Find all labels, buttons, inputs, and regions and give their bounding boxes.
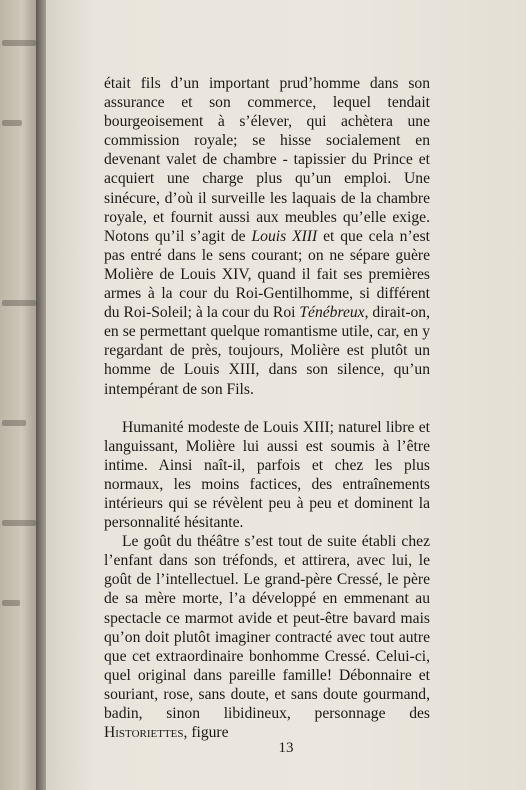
paragraph-1-part-2: et que cela n’est pas entré dans le sens courant; on ne sépare guère Molière de Louis XIV, quand il fait ses premières armes à la cour du Roi-Gentilhomme, si différent du Roi-Soleil; à la cour du Roi xyxy=(104,227,430,322)
smallcaps-historiettes: Historiettes xyxy=(104,724,184,742)
paragraph-1-part-3: , dirait-on, en se permettant quelque romantisme utile, car, en y regardant de près, toujours, Molière est plutôt un homme de Louis XIII, dans son silence, qu’un intempérant de son Fils. xyxy=(104,304,431,398)
paragraph-1-part-1: était fils d’un important prud’homme dans son assurance et son commerce, lequel tendait bourgeoisement à s’élever, qui achètera une commission royale; se hisse socialement en devenant valet de chambre - tapissier du Prince et acquiert une charge plus qu’un emploi. Une sinécure, d’où il surveille les laquais de la chambre royale, et fournit aussi aux meubles qu’elle exige. Notons qu’il s’agit de xyxy=(104,75,430,245)
paragraph-gap xyxy=(104,399,430,418)
paragraph-2-text: Humanité modeste de Louis XIII; naturel libre et languissant, Molière lui aussi est soumis à l’être intime. Ainsi naît-il, parfois et chez les plus normaux, les moins factices, des entraînements intérieurs qui se révèlent peu à peu et dominent la personnalité hésitante. xyxy=(104,418,430,532)
paragraph-3 xyxy=(104,532,430,742)
italic-louis-xiii: Louis XIII xyxy=(251,227,318,245)
book-page xyxy=(46,0,526,790)
paragraph-2 xyxy=(104,418,430,533)
paragraph-3-part-1: Le goût du théâtre s’est tout de suite établi chez l’enfant dans son tréfonds, et attirera, avec lui, le goût de l’intellectuel. Le grand-père Cressé, le père de sa mère morte, l’a développé en emmenant au spectacle ce marmot avide et peut-être bavard mais qu’on doit plutôt imaginer contracté avec tout autre que cet extraordinaire bonhomme Cressé. Celui-ci, quel original dans pareille famille! Débonnaire et souriant, rose, sans doute, et sans doute gourmand, badin, sinon libidineux, personnage des xyxy=(104,533,430,722)
body-text xyxy=(104,74,430,742)
italic-tenebreux: Ténébreux xyxy=(299,304,365,322)
paragraph-1 xyxy=(104,74,430,399)
facing-page-edge xyxy=(0,0,40,790)
page-number: 13 xyxy=(278,740,294,756)
paragraph-3-part-2: , figure xyxy=(183,724,229,742)
